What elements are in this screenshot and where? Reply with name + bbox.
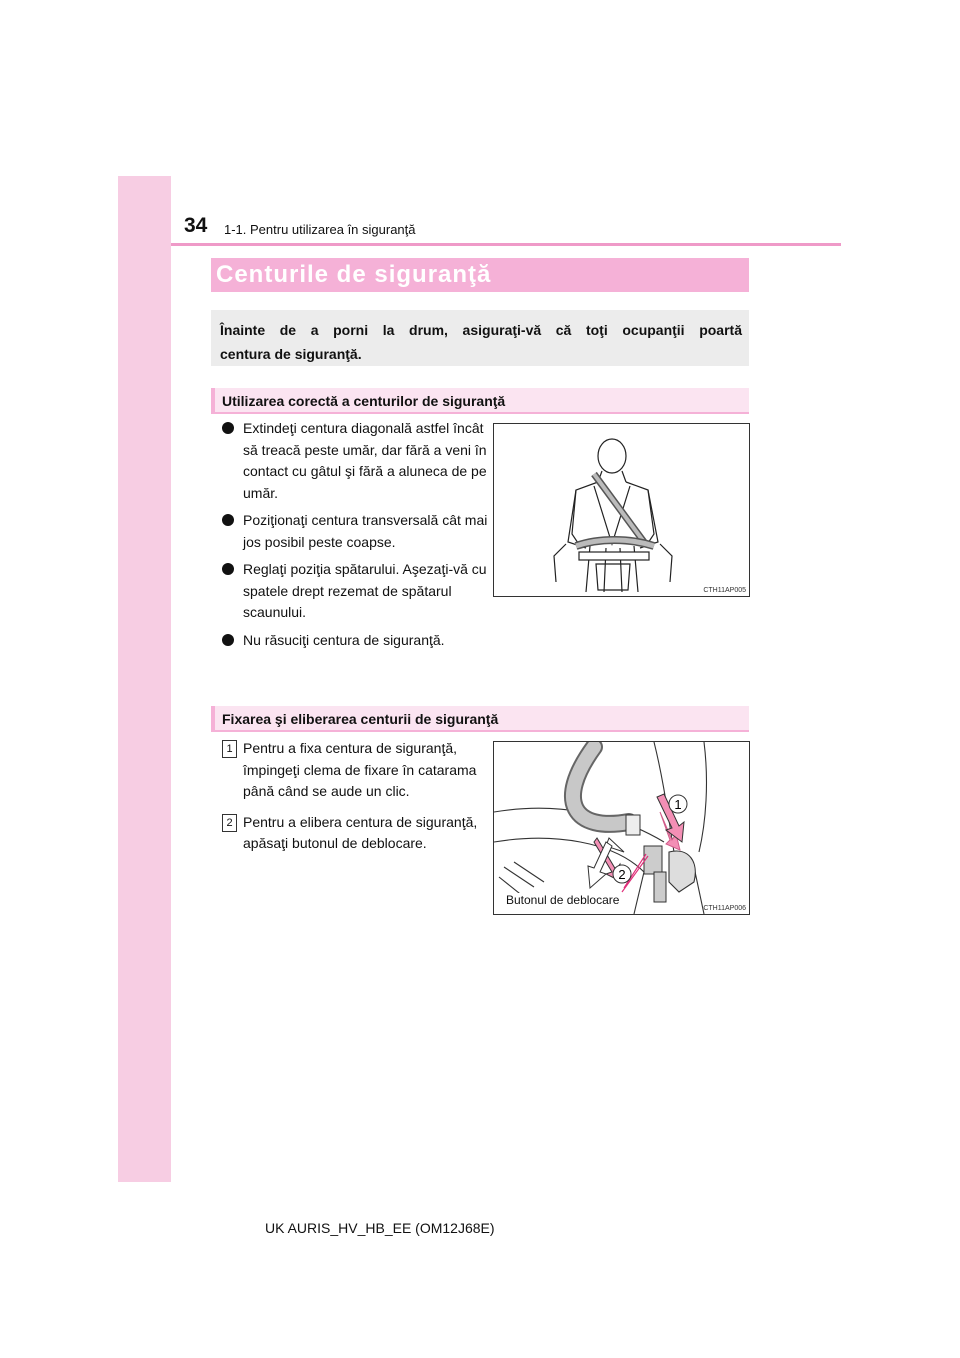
side-band bbox=[118, 176, 171, 1182]
bullet-icon bbox=[222, 422, 234, 434]
release-button-label: Butonul de deblocare bbox=[506, 893, 620, 907]
bullet-icon bbox=[222, 563, 234, 575]
intro-line-1: Înainte de a porni la drum, asiguraţi-vă că toţi ocupanţii poartă bbox=[220, 322, 742, 338]
list-item: Nu răsuciţi centura de siguranţă. bbox=[211, 630, 493, 652]
figure-code: CTH11AP006 bbox=[703, 905, 746, 912]
page-footer: UK AURIS_HV_HB_EE (OM12J68E) bbox=[265, 1220, 495, 1236]
step-item: 1 Pentru a fixa centura de siguranţă, împingeţi clema de fixare în catarama până când se aude un clic. bbox=[211, 738, 481, 803]
bullet-list bbox=[211, 418, 493, 657]
page-title: Centurile de siguranţă bbox=[216, 261, 492, 288]
intro-text bbox=[220, 318, 742, 366]
step-item: 2 Pentru a elibera centura de siguranţă, apăsaţi butonul de deblocare. bbox=[211, 812, 481, 855]
step-list bbox=[211, 738, 481, 864]
header-rule bbox=[171, 243, 841, 246]
page-number: 34 bbox=[184, 214, 208, 237]
subheading-1: Utilizarea corectă a centurilor de siguranţă bbox=[222, 393, 506, 409]
list-item: Poziţionaţi centura transversală cât mai jos posibil peste coapse. bbox=[211, 510, 493, 553]
callout-2: 2 bbox=[618, 867, 626, 882]
buckle-illustration bbox=[494, 742, 749, 914]
callout-1: 1 bbox=[674, 797, 682, 812]
seated-occupant-illustration bbox=[494, 424, 749, 596]
figure-buckle bbox=[493, 741, 750, 915]
bullet-icon bbox=[222, 514, 234, 526]
step-number-badge: 2 bbox=[222, 814, 237, 832]
intro-line-2: centura de siguranţă. bbox=[220, 346, 362, 362]
list-item: Extindeţi centura diagonală astfel încât să treacă peste umăr, dar fără a veni în contact cu gâtul şi fără a aluneca de pe umăr. bbox=[211, 418, 493, 504]
section-header: 1-1. Pentru utilizarea în siguranţă bbox=[224, 222, 416, 237]
list-item: Reglaţi poziţia spătarului. Aşezaţi-vă cu spatele drept rezemat de spătarul scaunului. bbox=[211, 559, 493, 624]
step-number-badge: 1 bbox=[222, 740, 237, 758]
figure-code: CTH11AP005 bbox=[703, 587, 746, 594]
subheading-2: Fixarea şi eliberarea centurii de siguranţă bbox=[222, 711, 499, 727]
figure-seated-occupant bbox=[493, 423, 750, 597]
bullet-icon bbox=[222, 634, 234, 646]
